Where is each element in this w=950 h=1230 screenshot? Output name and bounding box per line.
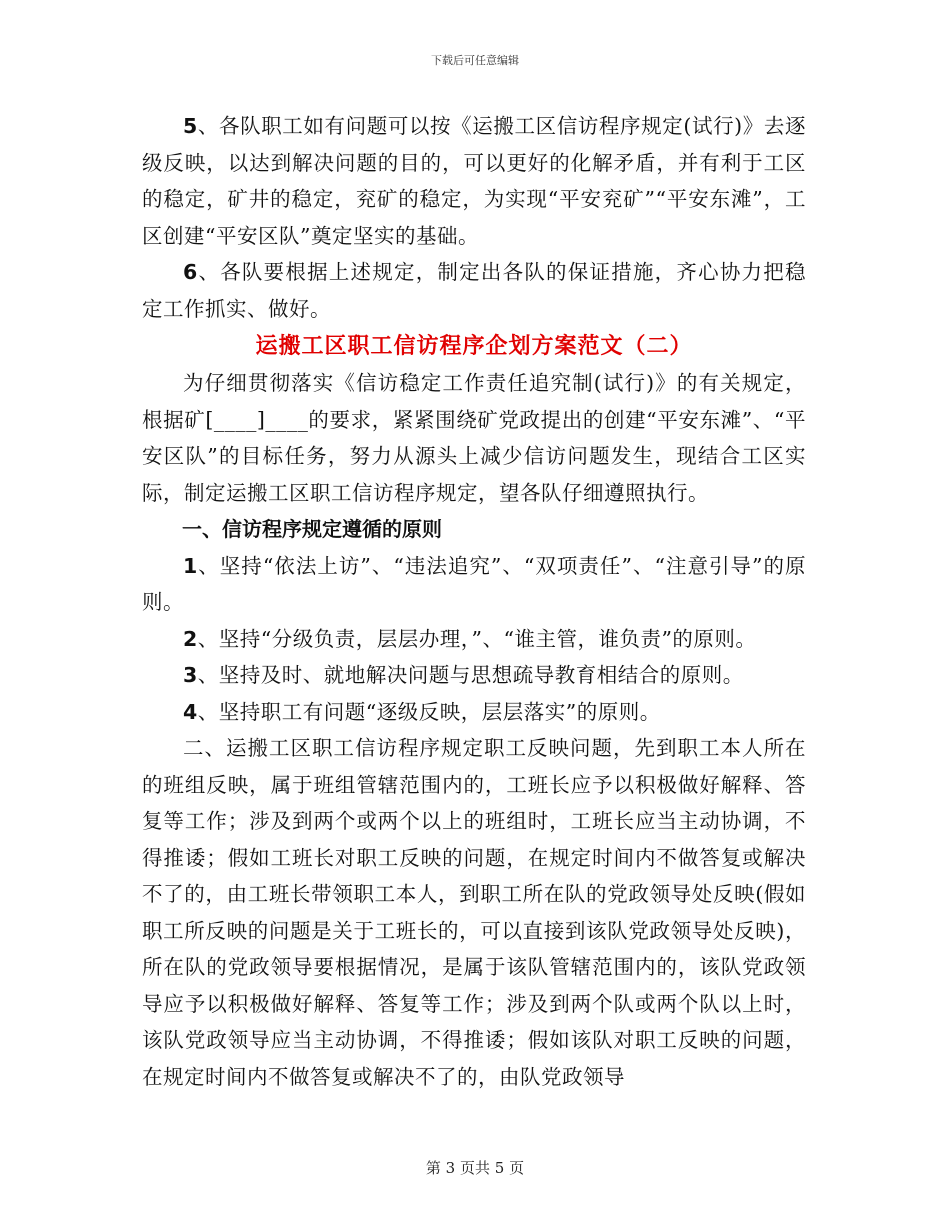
section-procedure-paragraph: 二、运搬工区职工信访程序规定职工反映问题，先到职工本人所在的班组反映，属于班组管辖范围内的，工班长应予以积极做好解释、答复等工作；涉及到两个或两个以上的班组时，工班长应当主动协调，不得推诿；假如工班长对职工反映的问题，在规定时间内不做答复或解决不了的，由工班长带领职工本人，到职工所在队的党政领导处反映(假如职工所反映的问题是关于工班长的，可以直接到该队党政领导处反映)，所在队的党政领导要根据情况，是属于该队管辖范围内的，该队党政领导应予以积极做好解释、答复等工作；涉及到两个队或两个队以上时，该队党政领导应当主动协调，不得推诿；假如该队对职工反映的问题，在规定时间内不做答复或解决不了的，由队党政领导 — [142, 736, 806, 1089]
intro-paragraph: 为仔细贯彻落实《信访稳定工作责任追究制(试行)》的有关规定，根据矿[____]____的要求，紧紧围绕矿党政提出的创建“平安东滩”、“平安区队”的目标任务，努力从源头上减少信访问题发生，现结合工区实际，制定运搬工区职工信访程序规定，望各队仔细遵照执行。 — [142, 371, 806, 505]
principle-item-3 — [142, 657, 806, 694]
item-number: 5 — [183, 114, 198, 138]
paragraph-text: 、各队要根据上述规定，制定出各队的保证措施，齐心协力把稳定工作抓实、做好。 — [142, 260, 806, 321]
section-heading-principles: 一、信访程序规定遵循的原则 — [182, 517, 442, 541]
page-number: 第 3 页共 5 页 — [425, 1159, 525, 1177]
item-number: 1 — [183, 553, 198, 578]
principle-text: 、坚持及时、就地解决问题与思想疏导教育相结合的原则。 — [197, 663, 744, 687]
principle-item-1 — [142, 548, 806, 621]
principle-text: 、坚持“分级负责，层层办理，”、“谁主管，谁负责”的原则。 — [197, 626, 757, 651]
item-number: 4 — [183, 699, 198, 724]
paragraph-text: 、各队职工如有问题可以按《运搬工区信访程序规定(试行)》去逐级反映，以达到解决问题的目的，可以更好的化解矛盾，并有利于工区的稳定，矿井的稳定，兖矿的稳定，为实现“平安兖矿”“平安东滩”，工区创建“平安区队”奠定坚实的基础。 — [142, 114, 806, 248]
document-body — [142, 108, 806, 1095]
principle-text: 、坚持职工有问题“逐级反映，层层落实”的原则。 — [197, 699, 661, 724]
item-number: 6 — [183, 260, 198, 284]
principle-item-4 — [142, 694, 806, 731]
principle-text: 、坚持“依法上访”、“违法追究”、“双项责任”、“注意引导”的原则。 — [142, 553, 806, 614]
header-note: 下载后可任意编辑 — [431, 54, 519, 67]
paragraph-item-6 — [142, 254, 806, 327]
document-title: 运搬工区职工信访程序企划方案范文（二） — [255, 334, 693, 359]
item-number: 2 — [183, 626, 198, 651]
principle-item-2 — [142, 621, 806, 658]
item-number: 3 — [183, 663, 198, 687]
paragraph-item-5 — [142, 108, 806, 254]
